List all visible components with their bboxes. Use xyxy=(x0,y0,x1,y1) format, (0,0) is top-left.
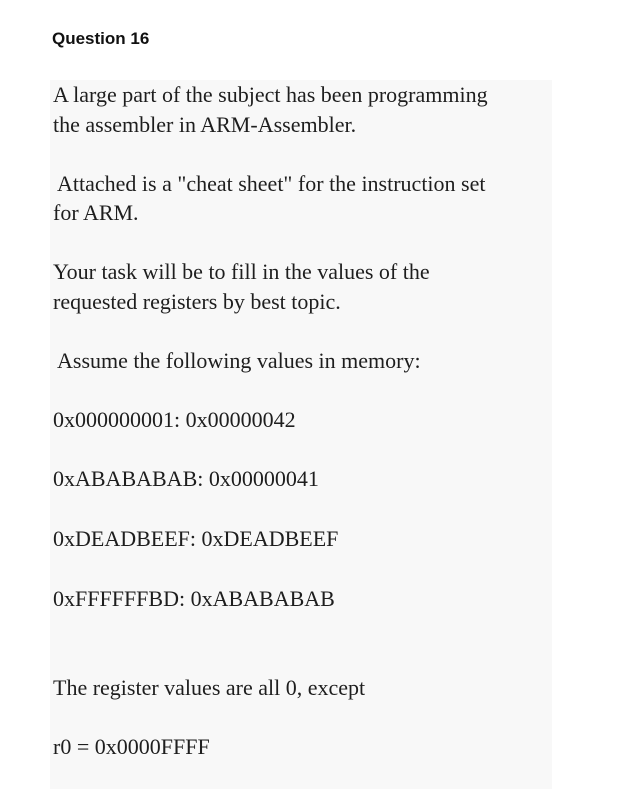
intro-line-1: A large part of the subject has been programming xyxy=(53,82,488,107)
cheat-sheet-line-1: Attached is a "cheat sheet" for the instruction set xyxy=(57,171,486,196)
task-line-1: Your task will be to fill in the values of the xyxy=(53,259,430,284)
memory-entry: 0xDEADBEEF: 0xDEADBEEF xyxy=(53,526,339,551)
memory-intro: Assume the following values in memory: xyxy=(57,348,421,373)
register-intro: The register values are all 0, except xyxy=(53,675,366,700)
memory-entry: 0xFFFFFFBD: 0xABABABAB xyxy=(53,586,335,611)
intro-line-2: the assembler in ARM-Assembler. xyxy=(53,112,357,137)
task-line-2: requested registers by best topic. xyxy=(53,289,341,314)
memory-entry: 0xABABABAB: 0x00000041 xyxy=(53,466,319,491)
cheat-sheet-line-2: for ARM. xyxy=(53,200,139,225)
question-title: Question 16 xyxy=(52,29,150,48)
memory-entry: 0x000000001: 0x00000042 xyxy=(53,407,296,432)
register-value: r0 = 0x0000FFFF xyxy=(53,734,210,759)
